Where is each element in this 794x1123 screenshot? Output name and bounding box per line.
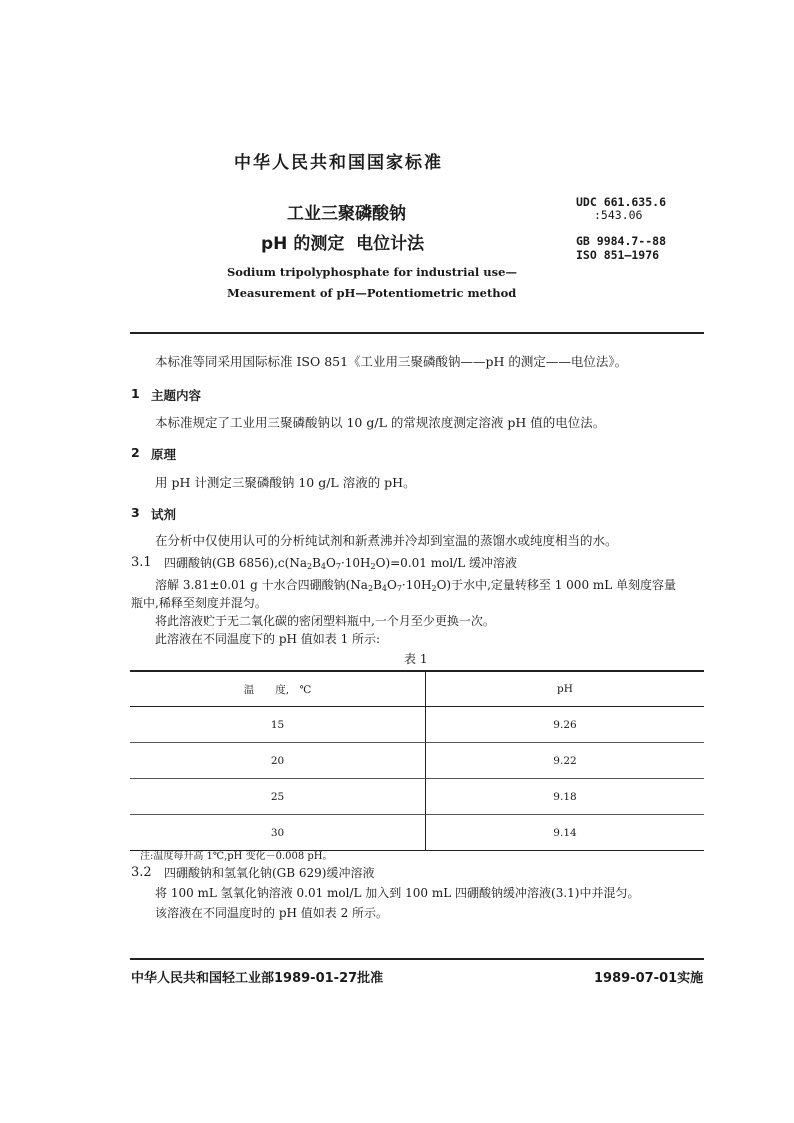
section-3-1-number: 3.1 [131, 555, 152, 570]
table-cell-ph: 9.22 [426, 743, 705, 779]
intro-paragraph: 本标准等同采用国际标准 ISO 851《工业用三聚磷酸钠——pH 的测定——电位法》。 [155, 354, 628, 369]
standard-org: 中华人民共和国国家标准 [234, 153, 443, 173]
section-2-text: 用 pH 计测定三聚磷酸钠 10 g/L 溶液的 pH。 [155, 475, 416, 490]
section-3-1-para2: 将此溶液贮于无二氧化碳的密闭塑料瓶中,一个月至少更换一次。 [155, 614, 495, 628]
table-row [130, 707, 704, 743]
table-1-header-temperature: 温 度, ℃ [130, 672, 426, 707]
table-cell-temperature: 30 [130, 815, 426, 851]
table-cell-ph: 9.26 [426, 707, 705, 743]
section-3-2-title: 四硼酸钠和氢氧化钠(GB 629)缓冲溶液 [164, 866, 375, 880]
iso-number: ISO 851—1976 [576, 248, 660, 262]
section-3-2-para2: 该溶液在不同温度时的 pH 值如表 2 所示。 [155, 906, 389, 920]
table-1-header-ph: pH [426, 672, 705, 707]
header-rule [130, 332, 704, 334]
section-3-2-number: 3.2 [131, 865, 152, 880]
table-row [130, 743, 704, 779]
table-row [130, 779, 704, 815]
section-1-title: 主题内容 [151, 388, 202, 403]
table-cell-temperature: 20 [130, 743, 426, 779]
section-3-2-para1: 将 100 mL 氢氧化钠溶液 0.01 mol/L 加入到 100 mL 四硼酸钠缓冲溶液(3.1)中并混匀。 [155, 886, 640, 900]
section-3-1-para1-line2: 瓶中,稀释至刻度并混匀。 [131, 596, 267, 610]
udc-code-sub: :543.06 [594, 208, 643, 222]
table-1 [130, 672, 704, 851]
section-2-title: 原理 [151, 447, 177, 462]
section-3-text: 在分析中仅使用认可的分析纯试剂和新煮沸并冷却到室温的蒸馏水或纯度相当的水。 [155, 533, 618, 548]
section-1-number: 1 [131, 386, 140, 401]
section-3-title: 试剂 [151, 507, 177, 522]
section-3-1-para1: 溶解 3.81±0.01 g 十水合四硼酸钠$(Na_2B_4O_7\cdot 10H_2O)$于水中,定量转移至 1 000 mL 单刻度容量 [155, 578, 677, 593]
table-row [130, 815, 704, 851]
section-3-1-title: 四硼酸钠(GB $6856),c(Na_2B_4O_7\cdot 10H_2O)=0.01$ mol/L 缓冲溶液 [164, 556, 517, 571]
footer-rule [130, 958, 704, 960]
section-2-number: 2 [131, 445, 140, 460]
udc-code: UDC 661.635.6 [576, 195, 667, 209]
section-3-number: 3 [131, 505, 140, 520]
gb-number: GB 9984.7--88 [576, 234, 667, 248]
approval-line: 中华人民共和国轻工业部1989-01-27批准 [131, 971, 384, 986]
title-cn-line2: pH 的测定 电位计法 [261, 234, 425, 254]
table-1-caption: 表 1 [404, 652, 428, 666]
table-cell-temperature: 25 [130, 779, 426, 815]
section-1-text: 本标准规定了工业用三聚磷酸钠以 10 g/L 的常规浓度测定溶液 pH 值的电位法。 [155, 415, 606, 430]
table-cell-ph: 9.14 [426, 815, 705, 851]
table-1-note: 注:温度每升高 1℃,pH 变化－0.008 pH。 [140, 851, 333, 862]
title-cn-line1: 工业三聚磷酸钠 [287, 204, 406, 224]
title-en-line1: Sodium tripolyphosphate for industrial use— [227, 265, 517, 279]
title-en-line2: Measurement of pH—Potentiometric method [227, 286, 517, 300]
table-cell-temperature: 15 [130, 707, 426, 743]
section-3-1-para3: 此溶液在不同温度下的 pH 值如表 1 所示: [155, 632, 381, 646]
effective-date: 1989-07-01实施 [594, 971, 704, 986]
table-cell-ph: 9.18 [426, 779, 705, 815]
